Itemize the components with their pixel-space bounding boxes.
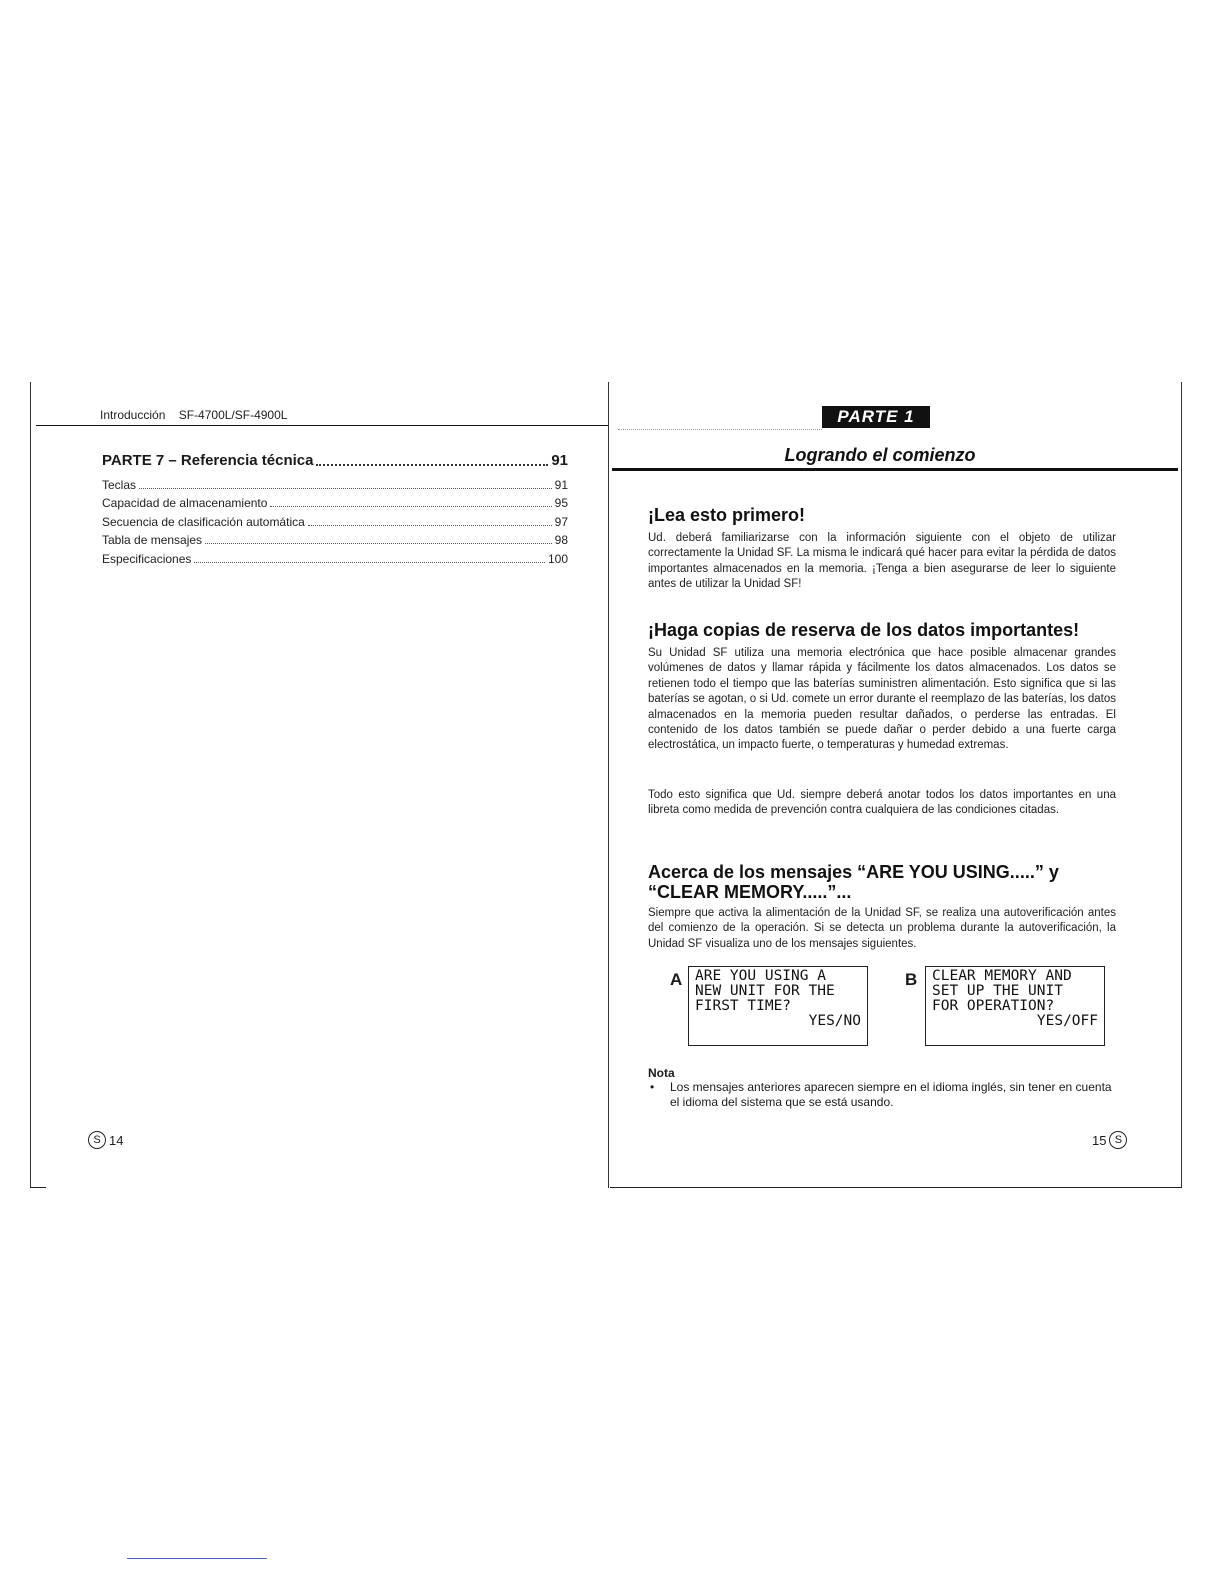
- toc-item: [102, 552, 568, 566]
- language-s-icon: S: [88, 1131, 106, 1149]
- right-page-border: [1181, 382, 1182, 1188]
- toc-item: [102, 515, 568, 529]
- toc-item: [102, 496, 568, 510]
- toc-item-page: 98: [554, 533, 568, 547]
- lcd-prompt: YES/OFF: [1036, 1013, 1098, 1029]
- toc-part-label: PARTE 7 – Referencia técnica: [102, 452, 314, 469]
- language-s-icon: S: [1109, 1131, 1127, 1149]
- part-badge: PARTE 1: [822, 406, 930, 428]
- section-heading: ¡Lea esto primero!: [648, 505, 806, 525]
- toc-part-entry: [102, 452, 568, 469]
- center-binding-line: [608, 382, 609, 1188]
- toc-item-label: Secuencia de clasificación automática: [102, 515, 305, 529]
- lcd-display-a: [688, 966, 868, 1046]
- section-paragraph: Ud. deberá familiarizarse con la información siguiente con el objeto de utilizar correctamente la Unidad SF. La misma le indicará qué hacer para evitar la pérdida de datos importantes almacenados en la memoria. ¡Tenga a bien asegurarse de leer lo siguiente antes de utilizar la Unidad SF!: [648, 532, 1116, 591]
- right-header-dotted-rule: [618, 429, 822, 431]
- toc-item-label: Capacidad de almacenamiento: [102, 496, 268, 510]
- toc-leader: [205, 543, 552, 544]
- toc-part-page: 91: [551, 452, 568, 469]
- lcd-line: SET UP THE UNIT: [932, 983, 1063, 999]
- toc-item: [102, 533, 568, 547]
- lcd-line: CLEAR MEMORY AND: [932, 968, 1072, 984]
- toc-item-page: 100: [547, 552, 568, 566]
- left-page-bottom-line: [30, 1187, 46, 1188]
- chapter-rule: [612, 468, 1178, 471]
- lcd-line: FOR OPERATION?: [932, 998, 1055, 1014]
- lcd-line: ARE YOU USING A: [695, 968, 826, 984]
- section-paragraph: Su Unidad SF utiliza una memoria electrónica que hace posible almacenar grandes volúmenes de datos y llamar rápida y fácilmente los datos almacenados. Los datos se retienen todo el tiempo que las baterías suministren alimentación. Esto significa que si las baterías se agotan, o si Ud. comete un error durante el reemplazo de las baterías, los datos almacenados en la memoria pueden resultar dañados, o perderse las entradas. El contenido de los datos también se puede dañar o perder debido a una fuerte carga electrostática, un impacto fuerte, o temperaturas y humedad extremas.: [648, 647, 1116, 752]
- chapter-title: Logrando el comienzo: [784, 445, 976, 465]
- note-bullet: [650, 1080, 1120, 1110]
- lcd-line: FIRST TIME?: [695, 998, 792, 1014]
- section-paragraph: Todo esto significa que Ud. siempre deberá anotar todos los datos importantes en una libreta como medida de prevención contra cualquiera de las condiciones citadas.: [648, 789, 1116, 817]
- toc-item-label: Tabla de mensajes: [102, 533, 203, 547]
- bottom-underline: [127, 1558, 267, 1559]
- lcd-prompt: YES/NO: [808, 1013, 861, 1029]
- toc-item-label: Especificaciones: [102, 552, 192, 566]
- display-label: A: [670, 970, 683, 989]
- toc-leader: [308, 525, 552, 526]
- lcd-display-b: [925, 966, 1105, 1046]
- toc-item-page: 91: [554, 478, 568, 492]
- section-heading: Acerca de los mensajes “ARE YOU USING.....” y “CLEAR MEMORY.....”...: [648, 862, 1059, 902]
- note-text: Los mensajes anteriores aparecen siempre en el idioma inglés, sin tener en cuenta el idioma del sistema que se está usando.: [670, 1080, 1112, 1109]
- toc-leader: [194, 562, 545, 563]
- bullet-icon: •: [650, 1080, 655, 1094]
- toc-item-page: 97: [554, 515, 568, 529]
- page-number: 15: [1092, 1132, 1107, 1148]
- right-page-number: [1092, 1131, 1127, 1149]
- page-number: 14: [109, 1132, 124, 1148]
- left-page-number: [88, 1131, 123, 1149]
- note-title: Nota: [648, 1066, 675, 1080]
- left-page-border: [30, 382, 31, 1188]
- toc-item: [102, 478, 568, 492]
- left-page-header: [100, 408, 297, 422]
- toc-item-label: Teclas: [102, 478, 137, 492]
- left-header-rule: [36, 425, 608, 426]
- toc-leader: [316, 452, 548, 466]
- right-page-bottom-line: [610, 1187, 1182, 1188]
- toc-leader: [270, 506, 551, 507]
- lcd-line: NEW UNIT FOR THE: [695, 983, 835, 999]
- toc-item-page: 95: [554, 496, 568, 510]
- section-heading: ¡Haga copias de reserva de los datos importantes!: [648, 620, 1080, 640]
- header-section: Introducción: [100, 408, 166, 422]
- header-model: SF-4700L/SF-4900L: [178, 408, 288, 422]
- display-label: B: [905, 970, 918, 989]
- section-paragraph: Siempre que activa la alimentación de la Unidad SF, se realiza una autoverificación antes del comienzo de la operación. Si se detecta un problema durante la autoverificación, la Unidad SF visualiza uno de los mensajes siguientes.: [648, 907, 1116, 950]
- toc-leader: [139, 488, 552, 489]
